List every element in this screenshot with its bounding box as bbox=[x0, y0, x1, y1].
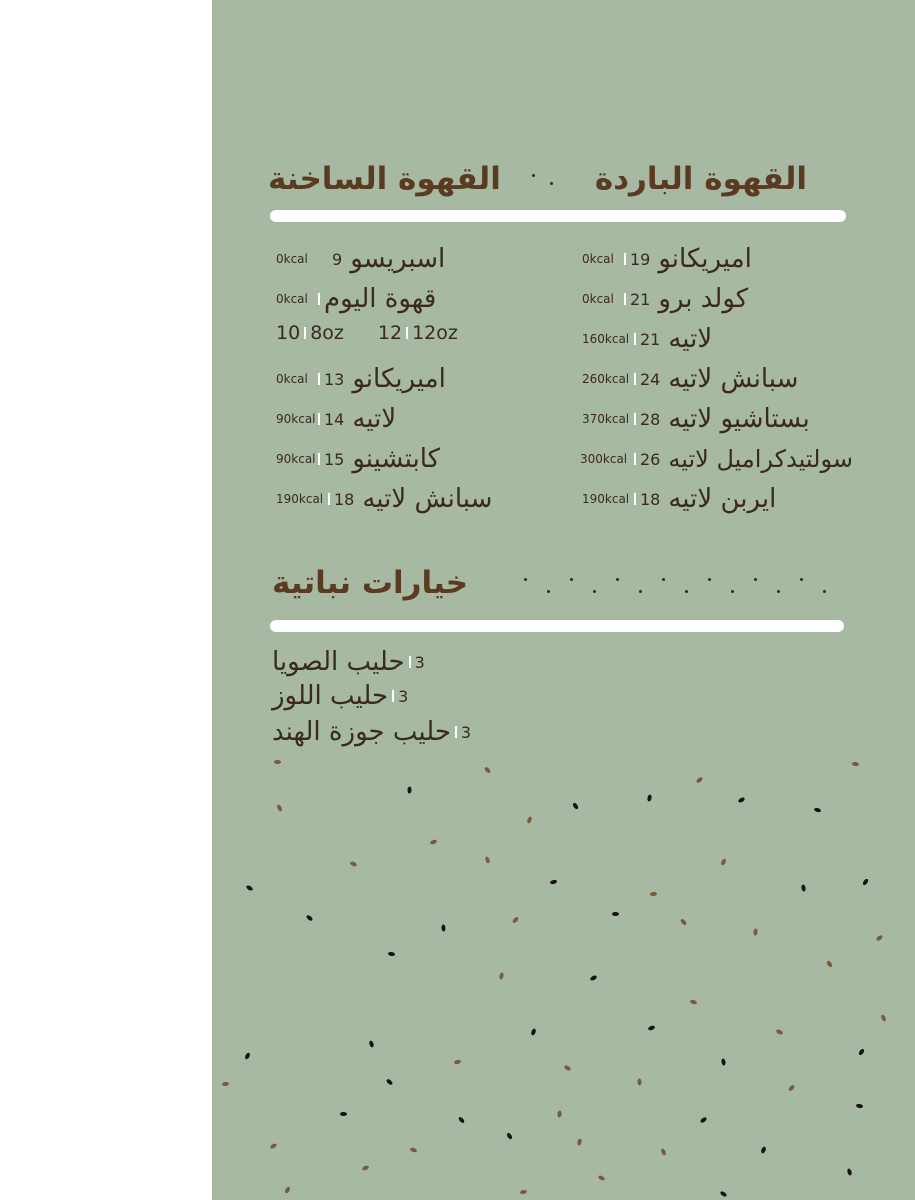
coffee-bean-icon bbox=[880, 1014, 887, 1022]
item-kcal: 0kcal bbox=[582, 292, 614, 306]
coffee-bean-icon bbox=[696, 776, 704, 784]
coffee-bean-icon bbox=[484, 856, 490, 864]
separator-bar bbox=[624, 293, 626, 305]
item-kcal: 90kcal bbox=[276, 412, 316, 426]
separator-bar bbox=[328, 493, 330, 505]
plant-option-item bbox=[272, 646, 425, 678]
item-price: 9 bbox=[332, 249, 343, 269]
cold-menu-item bbox=[582, 324, 712, 354]
coffee-bean-icon bbox=[484, 766, 492, 774]
item-name: سبانش لاتيه bbox=[668, 364, 799, 394]
separator-bar bbox=[406, 327, 408, 339]
item-price: 3 bbox=[460, 722, 472, 742]
coffee-of-day-sizes bbox=[276, 318, 458, 348]
coffee-bean-icon bbox=[862, 878, 869, 886]
decorative-dot bbox=[800, 578, 803, 581]
coffee-bean-icon bbox=[550, 879, 558, 885]
cold-menu-item bbox=[582, 284, 748, 314]
coffee-bean-icon bbox=[458, 1116, 466, 1124]
item-price: 28 bbox=[640, 409, 661, 429]
coffee-bean-icon bbox=[720, 858, 727, 866]
decorative-dot bbox=[777, 590, 780, 593]
coffee-bean-icon bbox=[362, 1165, 370, 1171]
coffee-bean-icon bbox=[407, 786, 411, 793]
hot-menu-item bbox=[276, 444, 440, 474]
hot-coffee-heading: القهوة الساخنة bbox=[268, 161, 501, 197]
decorative-dot bbox=[593, 590, 596, 593]
hot-menu-item bbox=[276, 404, 396, 434]
separator-bar bbox=[634, 333, 636, 345]
item-kcal: 0kcal bbox=[276, 292, 308, 306]
item-price: 15 bbox=[324, 449, 345, 469]
coffee-bean-icon bbox=[637, 1078, 641, 1085]
item-kcal: 90kcal bbox=[276, 452, 316, 466]
plant-options-heading: خيارات نباتية bbox=[272, 565, 469, 601]
item-kcal: 260kcal bbox=[582, 372, 630, 386]
item-price: 14 bbox=[324, 409, 345, 429]
item-name: حليب الصويا bbox=[272, 647, 405, 677]
item-name: حليب اللوز bbox=[272, 681, 389, 711]
coffee-bean-icon bbox=[388, 951, 396, 956]
item-name: سبانش لاتيه bbox=[362, 484, 493, 514]
coffee-bean-icon bbox=[589, 975, 597, 982]
coffee-bean-icon bbox=[856, 1103, 864, 1108]
decorative-dot bbox=[547, 590, 550, 593]
item-price: 13 bbox=[324, 369, 345, 389]
decorative-dot bbox=[662, 578, 665, 581]
coffee-bean-icon bbox=[512, 916, 520, 924]
item-name: حليب جوزة الهند bbox=[272, 717, 451, 747]
decorative-dot bbox=[685, 590, 688, 593]
item-name: اميريكانو bbox=[352, 364, 446, 394]
item-kcal: 300kcal bbox=[580, 452, 628, 466]
decorative-dot bbox=[616, 578, 619, 581]
coffee-bean-icon bbox=[612, 912, 619, 916]
coffee-bean-icon bbox=[454, 1059, 462, 1065]
cold-menu-item bbox=[582, 404, 810, 434]
decorative-dot bbox=[639, 590, 642, 593]
plant-option-item bbox=[272, 716, 471, 748]
heading-separator-dot bbox=[550, 182, 553, 185]
item-kcal: 190kcal bbox=[582, 492, 630, 506]
item-name: كابتشينو bbox=[352, 444, 441, 474]
separator-bar bbox=[392, 690, 394, 702]
coffee-bean-icon bbox=[775, 1029, 783, 1036]
coffee-bean-icon bbox=[441, 924, 445, 931]
separator-bar bbox=[304, 327, 306, 339]
plant-option-item bbox=[272, 680, 408, 712]
coffee-bean-icon bbox=[340, 1112, 347, 1116]
separator-bar bbox=[634, 413, 636, 425]
item-kcal: 160kcal bbox=[582, 332, 630, 346]
section-divider-bar bbox=[270, 620, 844, 632]
coffee-bean-icon bbox=[876, 934, 884, 941]
separator-bar bbox=[318, 293, 320, 305]
coffee-bean-icon bbox=[429, 839, 437, 845]
item-price: 19 bbox=[630, 249, 651, 269]
coffee-bean-icon bbox=[680, 918, 688, 926]
item-name: لاتيه bbox=[668, 324, 713, 354]
item-name: قهوة اليوم bbox=[324, 284, 437, 314]
decorative-dot bbox=[708, 578, 711, 581]
coffee-bean-icon bbox=[647, 794, 652, 802]
coffee-bean-icon bbox=[660, 1148, 667, 1156]
coffee-bean-icon bbox=[563, 1064, 571, 1071]
item-name: ايربن لاتيه bbox=[668, 484, 777, 514]
separator-bar bbox=[455, 726, 457, 738]
hot-menu-item bbox=[276, 364, 446, 394]
coffee-bean-icon bbox=[700, 1116, 708, 1123]
coffee-bean-icon bbox=[274, 760, 281, 764]
coffee-bean-icon bbox=[245, 884, 253, 891]
large-size: 12oz bbox=[412, 322, 458, 344]
coffee-bean-icon bbox=[244, 1052, 251, 1060]
separator-bar bbox=[624, 253, 626, 265]
separator-bar bbox=[318, 453, 320, 465]
hot-menu-item bbox=[276, 284, 436, 314]
item-price: 18 bbox=[334, 489, 355, 509]
coffee-bean-icon bbox=[557, 1110, 562, 1117]
coffee-bean-icon bbox=[530, 1028, 536, 1036]
coffee-bean-icon bbox=[410, 1147, 418, 1153]
item-name: اميريكانو bbox=[658, 244, 752, 274]
separator-bar bbox=[318, 413, 320, 425]
coffee-bean-icon bbox=[499, 972, 504, 980]
separator-bar bbox=[634, 453, 636, 465]
cold-menu-item bbox=[582, 364, 798, 394]
menu-panel bbox=[212, 0, 915, 1200]
coffee-bean-icon bbox=[386, 1078, 394, 1086]
hot-menu-item bbox=[276, 244, 445, 274]
item-price: 3 bbox=[398, 686, 409, 706]
cold-menu-item bbox=[580, 444, 853, 474]
item-price: 24 bbox=[640, 369, 661, 389]
decorative-dot bbox=[754, 578, 757, 581]
coffee-bean-icon bbox=[814, 807, 822, 813]
coffee-bean-icon bbox=[737, 796, 745, 803]
separator-bar bbox=[634, 493, 636, 505]
cold-coffee-heading: القهوة الباردة bbox=[594, 161, 807, 197]
item-price: 18 bbox=[640, 489, 661, 509]
coffee-bean-icon bbox=[648, 1025, 656, 1031]
item-name: سولتيدكراميل لاتيه bbox=[668, 445, 853, 473]
heading-separator-dot bbox=[532, 174, 535, 177]
item-kcal: 0kcal bbox=[276, 372, 308, 386]
small-price: 10 bbox=[276, 322, 301, 344]
small-size: 8oz bbox=[310, 322, 344, 344]
decorative-dot bbox=[524, 578, 527, 581]
section-divider-bar bbox=[270, 210, 846, 222]
decorative-dot bbox=[570, 578, 573, 581]
coffee-bean-icon bbox=[349, 861, 357, 868]
coffee-bean-icon bbox=[276, 804, 283, 812]
coffee-bean-icon bbox=[572, 802, 579, 810]
coffee-bean-icon bbox=[650, 892, 657, 897]
separator-bar bbox=[409, 656, 411, 668]
item-kcal: 190kcal bbox=[276, 492, 324, 506]
coffee-bean-icon bbox=[719, 1190, 727, 1197]
coffee-bean-icon bbox=[753, 928, 758, 935]
coffee-bean-icon bbox=[577, 1138, 583, 1146]
coffee-bean-icon bbox=[222, 1082, 229, 1087]
item-kcal: 370kcal bbox=[582, 412, 630, 426]
decorative-dot bbox=[823, 590, 826, 593]
separator-bar bbox=[634, 373, 636, 385]
coffee-bean-icon bbox=[847, 1168, 853, 1176]
coffee-bean-icon bbox=[506, 1132, 513, 1140]
coffee-bean-icon bbox=[690, 999, 698, 1005]
item-name: بستاشيو لاتيه bbox=[668, 404, 810, 434]
item-price: 3 bbox=[414, 652, 425, 672]
item-name: كولد برو bbox=[658, 284, 749, 314]
coffee-bean-icon bbox=[306, 914, 314, 922]
item-name: اسبريسو bbox=[350, 244, 446, 274]
item-kcal: 0kcal bbox=[276, 252, 308, 266]
coffee-bean-icon bbox=[284, 1186, 291, 1194]
cold-menu-item bbox=[582, 484, 776, 514]
item-price: 21 bbox=[640, 329, 661, 349]
coffee-bean-icon bbox=[760, 1146, 766, 1154]
coffee-bean-icon bbox=[520, 1189, 528, 1194]
item-price: 21 bbox=[630, 289, 651, 309]
coffee-bean-icon bbox=[826, 960, 833, 968]
coffee-bean-icon bbox=[801, 884, 806, 892]
coffee-bean-icon bbox=[269, 1143, 277, 1150]
coffee-bean-icon bbox=[858, 1048, 865, 1056]
cold-menu-item bbox=[582, 244, 752, 274]
decorative-dot bbox=[731, 590, 734, 593]
separator-bar bbox=[318, 373, 320, 385]
item-kcal: 0kcal bbox=[582, 252, 614, 266]
large-price: 12 bbox=[377, 322, 403, 344]
coffee-bean-icon bbox=[788, 1084, 796, 1092]
coffee-bean-icon bbox=[721, 1058, 726, 1066]
item-price: 26 bbox=[640, 449, 661, 469]
item-name: لاتيه bbox=[352, 404, 397, 434]
coffee-bean-icon bbox=[526, 816, 532, 824]
coffee-bean-icon bbox=[597, 1175, 605, 1182]
hot-menu-item bbox=[276, 484, 492, 514]
coffee-bean-icon bbox=[852, 762, 859, 767]
coffee-bean-icon bbox=[369, 1040, 375, 1048]
